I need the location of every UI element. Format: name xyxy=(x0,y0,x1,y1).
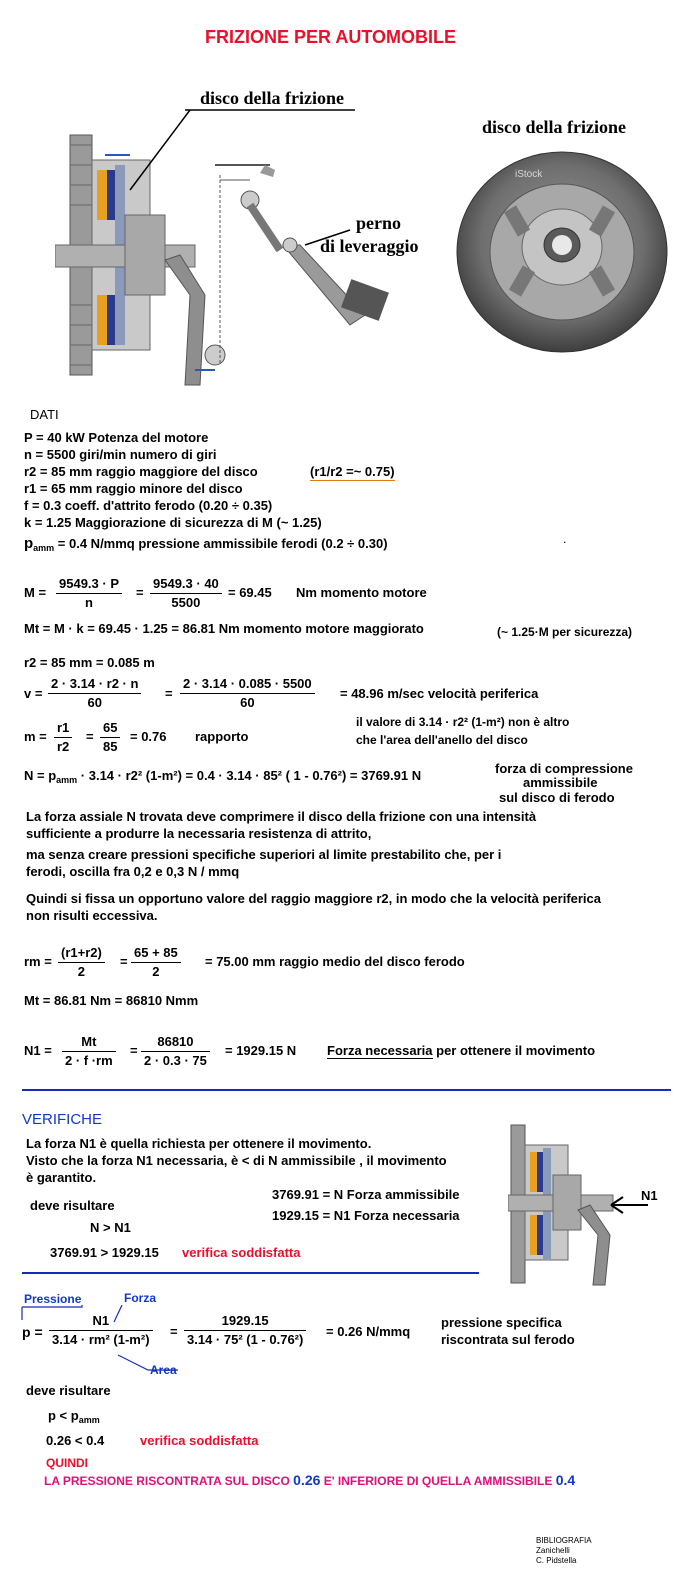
page-title: FRIZIONE PER AUTOMOBILE xyxy=(205,27,457,47)
p-note-2: riscontrata sul ferodo xyxy=(441,1332,575,1347)
M-result: = 69.45 xyxy=(228,585,272,600)
v-num-1: 2 · 3.14 · r2 · n xyxy=(51,676,139,691)
final-b: E' INFERIORE DI QUELLA AMMISSIBILE xyxy=(323,1474,553,1488)
verifiche-line-3: è garantito. xyxy=(26,1170,97,1185)
p-relation xyxy=(48,1408,100,1428)
tag-forza: Forza xyxy=(124,1291,157,1305)
p-ok: verifica soddisfatta xyxy=(140,1433,259,1448)
rm-eq: = xyxy=(120,954,128,969)
rm-num-1: (r1+r2) xyxy=(61,945,102,960)
watermark-text: iStock xyxy=(515,169,543,180)
M-eq: = xyxy=(136,585,144,600)
p-rel-sub: amm xyxy=(78,1415,100,1425)
quindi: QUINDI xyxy=(46,1456,88,1470)
m-frac-1 xyxy=(54,720,72,755)
N-note-3: sul disco di ferodo xyxy=(499,790,615,805)
pamm-sub: amm xyxy=(33,543,55,553)
p-den-1: 3.14 · rm² (1-m²) xyxy=(52,1332,150,1347)
final-a: LA PRESSIONE RISCONTRATA SUL DISCO xyxy=(44,1474,290,1488)
N-lhs-sub: amm xyxy=(56,775,78,785)
biblio-line-2: C. Pidstella xyxy=(536,1556,577,1565)
clutch-disc-photo xyxy=(455,147,670,357)
M-den-2: 5500 xyxy=(171,595,201,610)
area-note-2: che l'area dell'anello del disco xyxy=(356,733,528,747)
dati-line-2: r2 = 85 mm raggio maggiore del disco xyxy=(24,464,258,479)
verifiche-heading: VERIFICHE xyxy=(22,1111,103,1128)
m-result: = 0.76 xyxy=(130,729,167,744)
verifiche-right-2: 1929.15 = N1 Forza necessaria xyxy=(272,1208,460,1223)
para2-line-2: non risulti eccessiva. xyxy=(26,908,158,923)
p-eq: = xyxy=(170,1324,178,1339)
M-unit: Nm momento motore xyxy=(296,585,427,600)
r2-conversion: r2 = 85 mm = 0.085 m xyxy=(24,655,155,670)
verifiche-right-1: 3769.91 = N Forza ammissibile xyxy=(272,1187,460,1202)
p-num-2: 1929.15 xyxy=(221,1313,269,1328)
N1-frac-1 xyxy=(62,1034,116,1069)
final-statement xyxy=(44,1472,575,1489)
p-num-1: N1 xyxy=(92,1313,110,1328)
Mt-line: Mt = M · k = 69.45 · 1.25 = 86.81 Nm momento motore maggiorato xyxy=(24,621,424,636)
m-den-2: 85 xyxy=(103,739,118,754)
N-rest: · 3.14 · r2² (1-m²) = 0.4 · 3.14 · 85² ( 1 - 0.76²) = 3769.91 N xyxy=(77,768,422,783)
m-lhs: m = xyxy=(24,729,47,744)
M-den-1: n xyxy=(85,595,93,610)
para1-line-3: ma senza creare pressioni specifiche superiori al limite prestabilito che, per i xyxy=(26,847,502,862)
N1-num-1: Mt xyxy=(81,1034,97,1049)
verifiche-deve: deve risultare xyxy=(30,1198,115,1213)
M-frac-2 xyxy=(150,576,222,611)
m-num-1: r1 xyxy=(57,720,70,735)
rm-den-2: 2 xyxy=(152,964,160,979)
m-eq: = xyxy=(86,729,94,744)
p-result: = 0.26 N/mmq xyxy=(326,1324,411,1339)
pamm-p: p xyxy=(24,535,34,552)
N-line xyxy=(24,768,421,788)
v-frac-2 xyxy=(180,676,315,711)
para1-line-1: La forza assiale N trovata deve comprimere il disco della frizione con una intensità xyxy=(26,809,537,824)
separator-line xyxy=(22,1089,671,1091)
p-values: 0.26 < 0.4 xyxy=(46,1433,105,1448)
pamm-rest: = 0.4 N/mmq pressione ammissibile ferodi (0.2 ÷ 0.30) xyxy=(54,536,388,551)
p-frac-2 xyxy=(184,1313,306,1348)
rm-den-1: 2 xyxy=(77,964,86,979)
m-frac-2 xyxy=(100,720,120,755)
p-note-1: pressione specifica xyxy=(441,1315,562,1330)
p-deve: deve risultare xyxy=(26,1383,111,1398)
rm-result: = 75.00 mm raggio medio del disco ferodo xyxy=(205,954,465,969)
m-den-1: r2 xyxy=(57,739,70,754)
label-leveraggio: di leveraggio xyxy=(320,236,419,256)
p-rel-a: p < p xyxy=(48,1408,79,1423)
N1-note-rest: per ottenere il movimento xyxy=(432,1043,596,1058)
rm-frac-2 xyxy=(131,945,181,980)
dati-line-1: n = 5500 giri/min numero di giri xyxy=(24,447,217,462)
para1-line-2: sufficiente a produrre la necessaria resistenza di attrito, xyxy=(26,826,372,841)
v-eq: = xyxy=(165,686,173,701)
para2-line-1: Quindi si fissa un opportuno valore del raggio maggiore r2, in modo che la velocità periferica xyxy=(26,891,602,906)
label-perno: perno xyxy=(356,213,401,233)
verifiche-values: 3769.91 > 1929.15 xyxy=(50,1245,159,1260)
biblio-heading: BIBLIOGRAFIA xyxy=(536,1536,592,1545)
v-frac-1 xyxy=(48,676,141,711)
p-den-2: 3.14 · 75² (1 - 0.76²) xyxy=(187,1332,304,1347)
N1-den-1: 2 · f ·rm xyxy=(65,1053,113,1068)
N1-note xyxy=(327,1043,595,1059)
tag-area: Area xyxy=(150,1363,177,1377)
stray-dot: . xyxy=(563,532,567,546)
m-label: rapporto xyxy=(195,729,249,744)
v-den-1: 60 xyxy=(87,695,102,710)
N1-lhs: N1 = xyxy=(24,1043,52,1058)
verifiche-line-1: La forza N1 è quella richiesta per ottenere il movimento. xyxy=(26,1136,372,1151)
N-lhs: N = p xyxy=(24,768,57,783)
para1-line-4: ferodi, oscilla fra 0,2 e 0,3 N / mmq xyxy=(26,864,240,879)
v-num-2: 2 · 3.14 · 0.085 · 5500 xyxy=(183,676,312,691)
area-note-1: il valore di 3.14 · r2² (1-m²) non è altro xyxy=(356,715,570,729)
Mt-nmm-a: Mt = 86.81 Nm = xyxy=(24,993,123,1008)
N-note-1: forza di compressione xyxy=(495,761,633,776)
separator-line-2 xyxy=(22,1272,479,1274)
dati-line-5: k = 1.25 Maggiorazione di sicurezza di M (~ 1.25) xyxy=(24,515,322,530)
dati-pamm-line xyxy=(24,536,388,556)
M-frac-1 xyxy=(56,576,122,611)
rm-lhs: rm = xyxy=(24,954,52,969)
Mt-note: (~ 1.25·M per sicurezza) xyxy=(497,625,633,639)
verifiche-line-2: Visto che la forza N1 necessaria, è < di N ammissibile , il movimento xyxy=(26,1153,447,1168)
arrow-label-N1: N1 xyxy=(641,1188,658,1203)
N1-den-2: 2 · 0.3 · 75 xyxy=(144,1053,207,1068)
N1-eq: = xyxy=(130,1043,138,1058)
final-value-2: 0.4 xyxy=(555,1472,576,1488)
M-num-1: 9549.3 · P xyxy=(59,576,119,591)
ratio-note: (r1/r2 =~ 0.75) xyxy=(310,464,395,479)
rm-frac-1 xyxy=(58,945,105,980)
rm-num-2: 65 + 85 xyxy=(134,945,178,960)
verifiche-relation: N > N1 xyxy=(90,1220,131,1235)
label-disco-right: disco della frizione xyxy=(482,117,626,137)
N1-num-2: 86810 xyxy=(157,1034,194,1049)
dati-line-3: r1 = 65 mm raggio minore del disco xyxy=(24,481,243,496)
dati-heading: DATI xyxy=(30,407,59,422)
v-result: = 48.96 m/sec velocità periferica xyxy=(340,686,539,701)
dati-line-4: f = 0.3 coeff. d'attrito ferodo (0.20 ÷ 0.35) xyxy=(24,498,273,513)
v-den-2: 60 xyxy=(240,695,255,710)
p-lhs: p = xyxy=(22,1324,43,1340)
v-lhs: v = xyxy=(24,686,43,701)
verifiche-ok: verifica soddisfatta xyxy=(182,1245,301,1260)
m-num-2: 65 xyxy=(103,720,118,735)
N1-frac-2 xyxy=(141,1034,210,1069)
clutch-section-figure xyxy=(508,1120,668,1288)
final-value-1: 0.26 xyxy=(293,1472,321,1488)
p-frac-1 xyxy=(49,1313,153,1348)
dati-line-0: P = 40 kW Potenza del motore xyxy=(24,430,209,445)
N-note-2: ammissibile xyxy=(523,775,598,790)
Mt-nmm-b: 86810 Nmm xyxy=(125,993,199,1008)
N1-note-underlined: Forza necessaria xyxy=(327,1043,433,1058)
M-lhs: M = xyxy=(24,585,47,600)
biblio-line-1: Zanichelli xyxy=(536,1546,570,1555)
M-num-2: 9549.3 · 40 xyxy=(153,576,219,591)
Mt-nmm xyxy=(24,993,198,1009)
label-disco-left: disco della frizione xyxy=(200,88,344,108)
N1-result: = 1929.15 N xyxy=(225,1043,297,1058)
tag-pressione: Pressione xyxy=(24,1292,82,1306)
